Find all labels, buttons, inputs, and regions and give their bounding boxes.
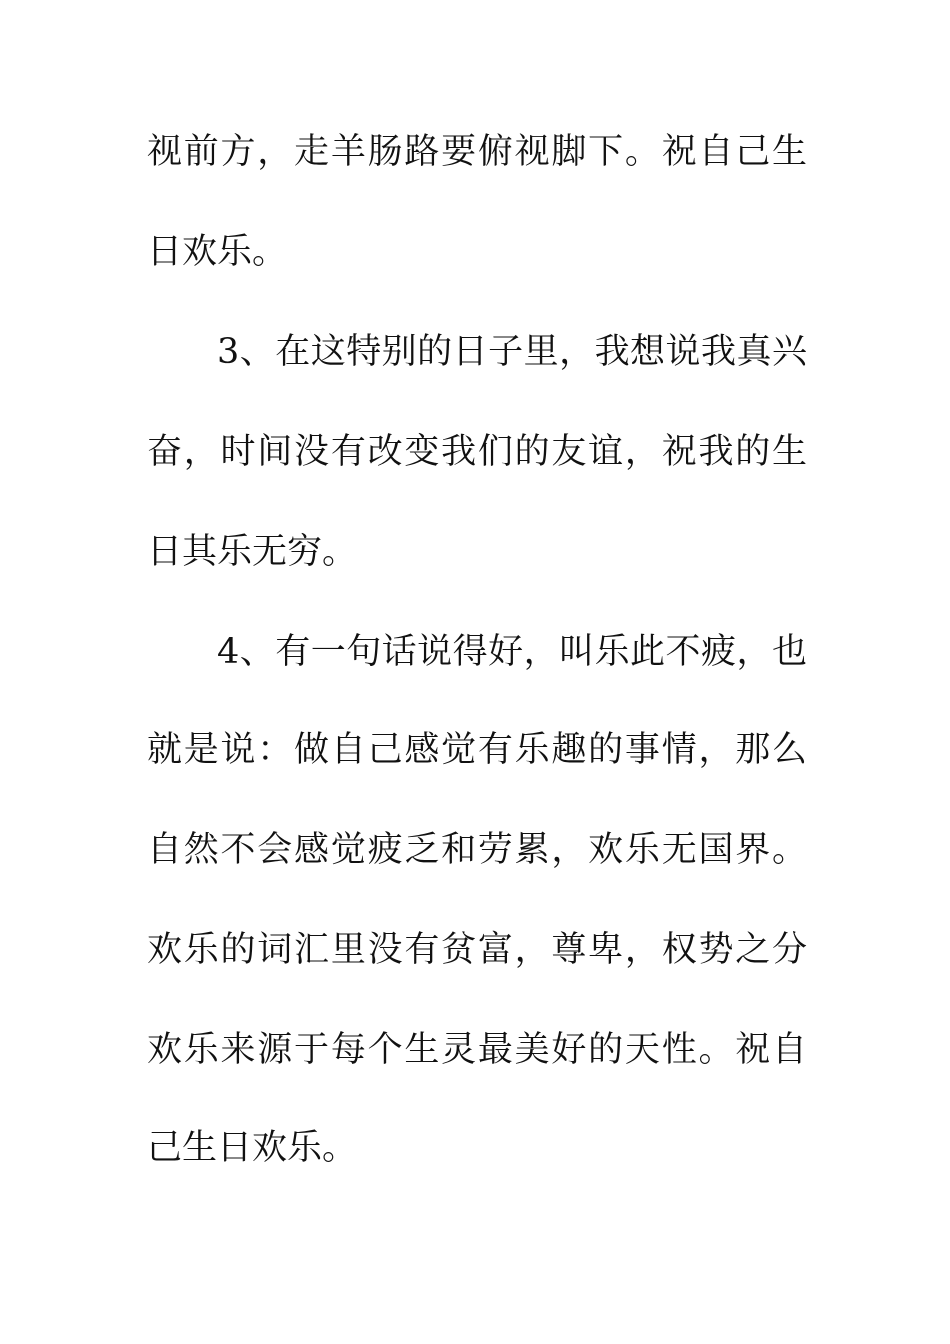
text-line: 日其乐无穷。 bbox=[147, 532, 358, 572]
text-line: 欢乐来源于每个生灵最美好的天性。祝自 bbox=[147, 1030, 807, 1070]
paragraph-4-first-line: 4、有一句话说得好，叫乐此不疲，也 bbox=[217, 632, 807, 672]
text-line: 日欢乐。 bbox=[147, 232, 288, 272]
text-line: 己生日欢乐。 bbox=[147, 1128, 358, 1168]
text-line: 就是说：做自己感觉有乐趣的事情，那么 bbox=[147, 730, 807, 770]
text-line: 欢乐的词汇里没有贫富，尊卑，权势之分 bbox=[147, 930, 807, 970]
text-line: 奋，时间没有改变我们的友谊，祝我的生 bbox=[147, 432, 807, 472]
paragraph-3-first-line: 3、在这特别的日子里，我想说我真兴 bbox=[217, 332, 807, 372]
text-line: 视前方，走羊肠路要俯视脚下。祝自己生 bbox=[147, 132, 807, 172]
text-line: 自然不会感觉疲乏和劳累，欢乐无国界。 bbox=[147, 830, 807, 870]
